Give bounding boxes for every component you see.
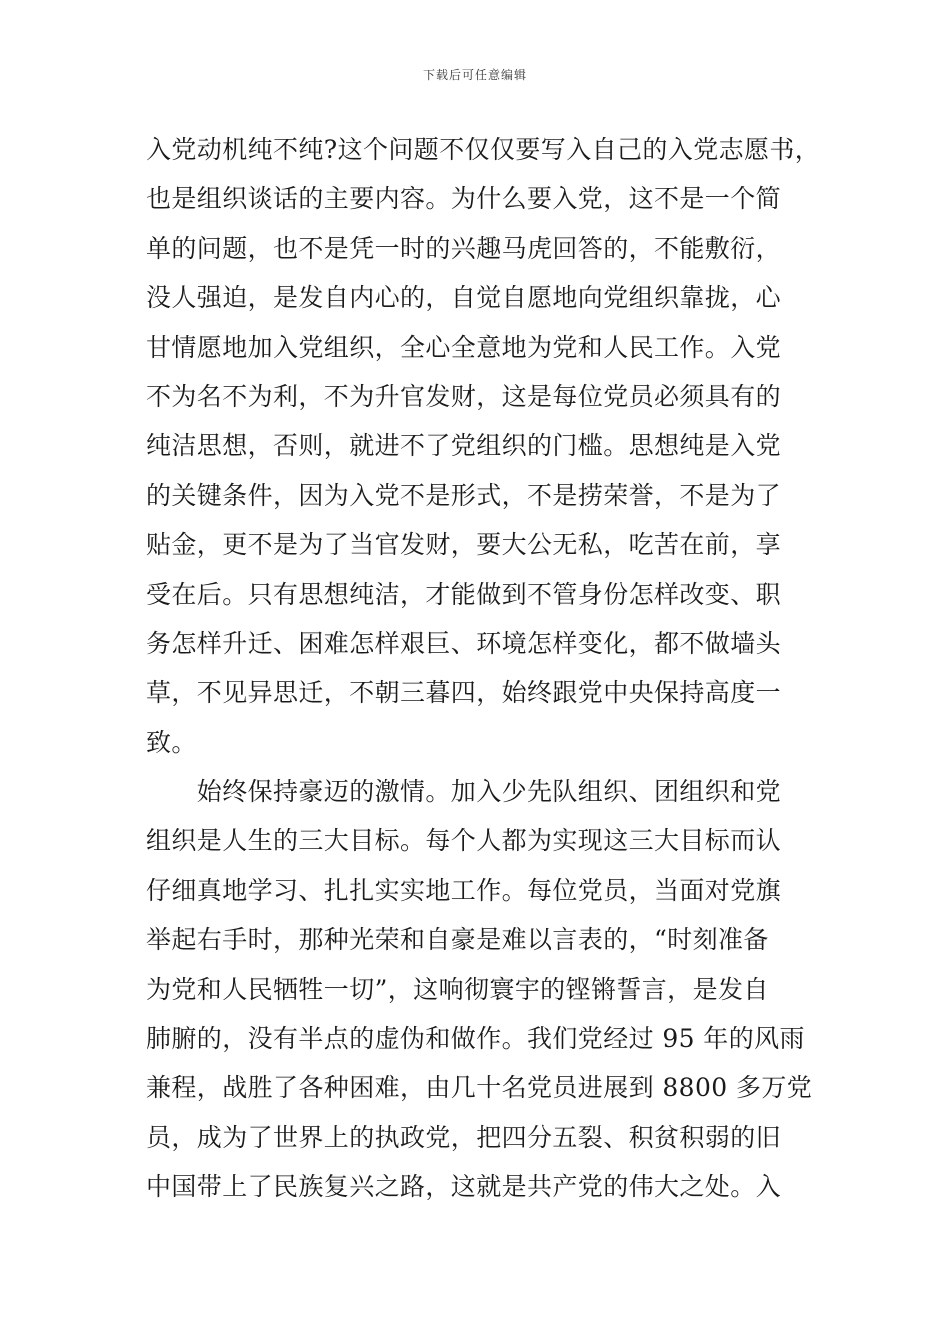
text-line: 致。 (146, 727, 197, 757)
text-line: 中国带上了民族复兴之路，这就是共产党的伟大之处。入 (146, 1172, 782, 1202)
text-line: 也是组织谈话的主要内容。为什么要入党，这不是一个简 (146, 184, 782, 214)
text-line: 甘情愿地加入党组织，全心全意地为党和人民工作。入党 (146, 332, 782, 362)
text-line: 为党和人民牺牲一切”，这响彻寰宇的铿锵誓言，是发自 (146, 974, 769, 1004)
text-line: 兼程，战胜了各种困难，由几十名党员进展到 8800 多万党 (146, 1073, 813, 1103)
text-line: 始终保持豪迈的激情。加入少先队组织、团组织和党 (146, 777, 782, 807)
text-line: 没人强迫，是发自内心的，自觉自愿地向党组织靠拢，心 (146, 283, 782, 313)
text-line: 不为名不为利，不为升官发财，这是每位党员必须具有的 (146, 381, 782, 411)
text-line: 单的问题，也不是凭一时的兴趣马虎回答的，不能敷衍， (146, 233, 782, 263)
text-line: 举起右手时，那种光荣和自豪是难以言表的，“时刻准备 (146, 925, 769, 955)
text-line: 贴金，更不是为了当官发财，要大公无私，吃苦在前，享 (146, 530, 782, 560)
text-line: 仔细真地学习、扎扎实实地工作。每位党员，当面对党旗 (146, 875, 782, 905)
page-header: 下载后可任意编辑 (422, 68, 527, 82)
text-line: 员，成为了世界上的执政党，把四分五裂、积贫积弱的旧 (146, 1122, 782, 1152)
text-line: 纯洁思想，否则，就进不了党组织的门槛。思想纯是入党 (146, 431, 782, 461)
text-line: 入党动机纯不纯?这个问题不仅仅要写入自己的入党志愿书， (146, 135, 821, 164)
text-line: 的关键条件，因为入党不是形式，不是捞荣誉，不是为了 (146, 480, 782, 510)
text-line: 受在后。只有思想纯洁，才能做到不管身份怎样改变、职 (146, 579, 782, 609)
text-line: 组织是人生的三大目标。每个人都为实现这三大目标而认 (146, 826, 782, 856)
text-line: 草，不见异思迁，不朝三暮四，始终跟党中央保持高度一 (146, 678, 782, 708)
document-body (146, 125, 826, 1212)
text-line: 务怎样升迁、困难怎样艰巨、环境怎样变化，都不做墙头 (146, 628, 782, 658)
text-line: 肺腑的，没有半点的虚伪和做作。我们党经过 95 年的风雨 (146, 1024, 805, 1054)
